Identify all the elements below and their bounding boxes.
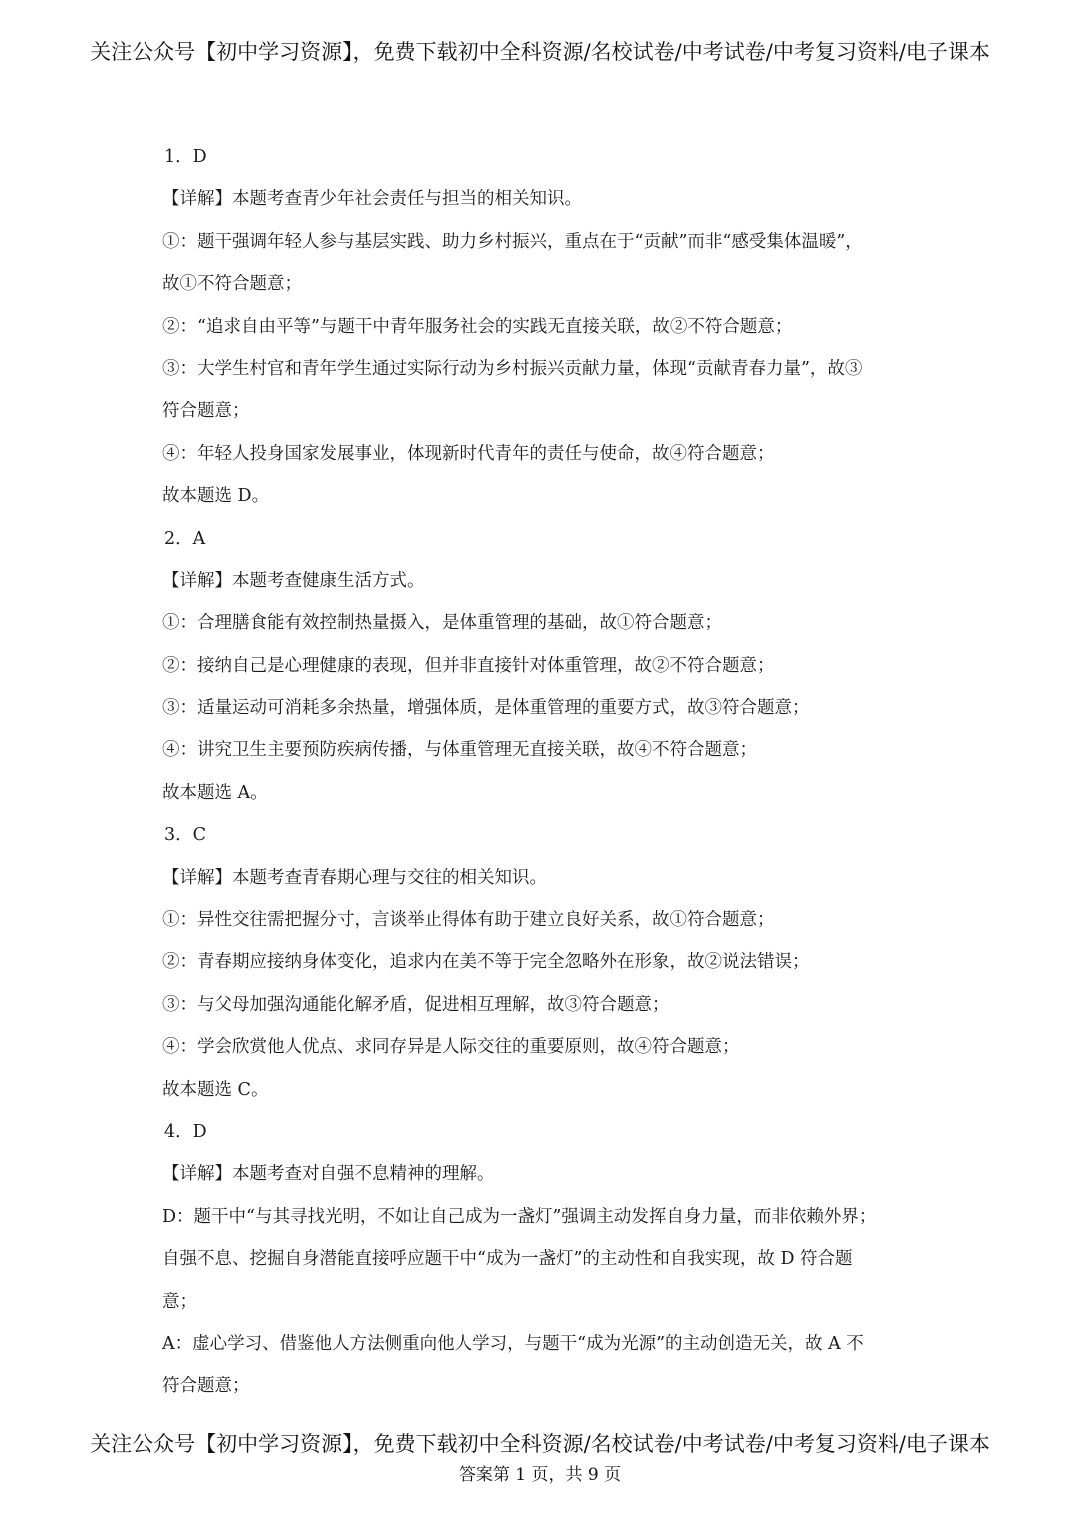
answer-block-2 xyxy=(162,518,922,815)
explanation-line: 符合题意； xyxy=(162,1376,250,1397)
explanation-line: ③：与父母加强沟通能化解矛盾，促进相互理解，故③符合题意； xyxy=(162,994,670,1015)
explanation-line: ③：适量运动可消耗多余热量，增强体质，是体重管理的重要方式，故③符合题意； xyxy=(162,698,810,719)
explanation-line: 【详解】本题考查对自强不息精神的理解。 xyxy=(162,1164,495,1185)
explanation-line: ①：合理膳食能有效控制热量摄入，是体重管理的基础，故①符合题意； xyxy=(162,613,722,634)
bottom-banner: 关注公众号【初中学习资源】，免费下载初中全科资源/名校试卷/中考试卷/中考复习资料/电子课本 xyxy=(90,1432,990,1456)
explanation-line: 故①不符合题意； xyxy=(162,274,302,295)
explanation-line: ②：接纳自己是心理健康的表现，但并非直接针对体重管理，故②不符合题意； xyxy=(162,655,775,676)
explanation-line: D：题干中“与其寻找光明，不如让自己成为一盏灯”强调主动发挥自身力量，而非依赖外界； xyxy=(162,1206,877,1227)
explanation-line: 【详解】本题考查青少年社会责任与担当的相关知识。 xyxy=(162,189,582,210)
explanation-line: 自强不息、挖掘自身潜能直接呼应题干中“成为一盏灯”的主动性和自我实现，故 D 符合题 xyxy=(162,1249,853,1270)
explanation-line: ④：年轻人投身国家发展事业，体现新时代青年的责任与使命，故④符合题意； xyxy=(162,443,775,464)
explanation-line: ①：题干强调年轻人参与基层实践、助力乡村振兴，重点在于“贡献”而非“感受集体温暖”， xyxy=(162,231,863,252)
explanation-line: ④：讲究卫生主要预防疾病传播，与体重管理无直接关联，故④不符合题意； xyxy=(162,740,757,761)
answer-block-1 xyxy=(162,136,922,518)
explanation-line: 故本题选 A。 xyxy=(162,782,268,803)
explanation-line: 符合题意； xyxy=(162,401,250,422)
explanation-line: 故本题选 D。 xyxy=(162,486,270,507)
explanation-line: ③：大学生村官和青年学生通过实际行动为乡村振兴贡献力量，体现“贡献青春力量”，故③ xyxy=(162,358,863,379)
question-number: 3．C xyxy=(164,825,207,846)
answer-block-3 xyxy=(162,814,922,1111)
explanation-line: ②：青春期应接纳身体变化，追求内在美不等于完全忽略外在形象，故②说法错误； xyxy=(162,952,810,973)
explanation-line: A：虚心学习、借鉴他人方法侧重向他人学习，与题干“成为光源”的主动创造无关，故 A 不 xyxy=(162,1333,864,1354)
answer-block-4 xyxy=(162,1111,922,1408)
explanation-line: ②：“追求自由平等”与题干中青年服务社会的实践无直接关联，故②不符合题意； xyxy=(162,316,793,337)
explanation-line: 【详解】本题考查健康生活方式。 xyxy=(162,570,425,591)
explanation-line: 意； xyxy=(162,1291,197,1312)
explanation-line: 【详解】本题考查青春期心理与交往的相关知识。 xyxy=(162,867,547,888)
answer-content xyxy=(162,136,922,1408)
explanation-line: ④：学会欣赏他人优点、求同存异是人际交往的重要原则，故④符合题意； xyxy=(162,1037,740,1058)
explanation-line: ①：异性交往需把握分寸，言谈举止得体有助于建立良好关系，故①符合题意； xyxy=(162,910,775,931)
top-banner: 关注公众号【初中学习资源】，免费下载初中全科资源/名校试卷/中考试卷/中考复习资料/电子课本 xyxy=(90,40,990,64)
question-number: 2．A xyxy=(164,528,206,549)
explanation-line: 故本题选 C。 xyxy=(162,1079,269,1100)
page-number: 答案第 1 页，共 9 页 xyxy=(458,1465,622,1485)
question-number: 1．D xyxy=(164,147,207,167)
question-number: 4．D xyxy=(164,1121,207,1142)
